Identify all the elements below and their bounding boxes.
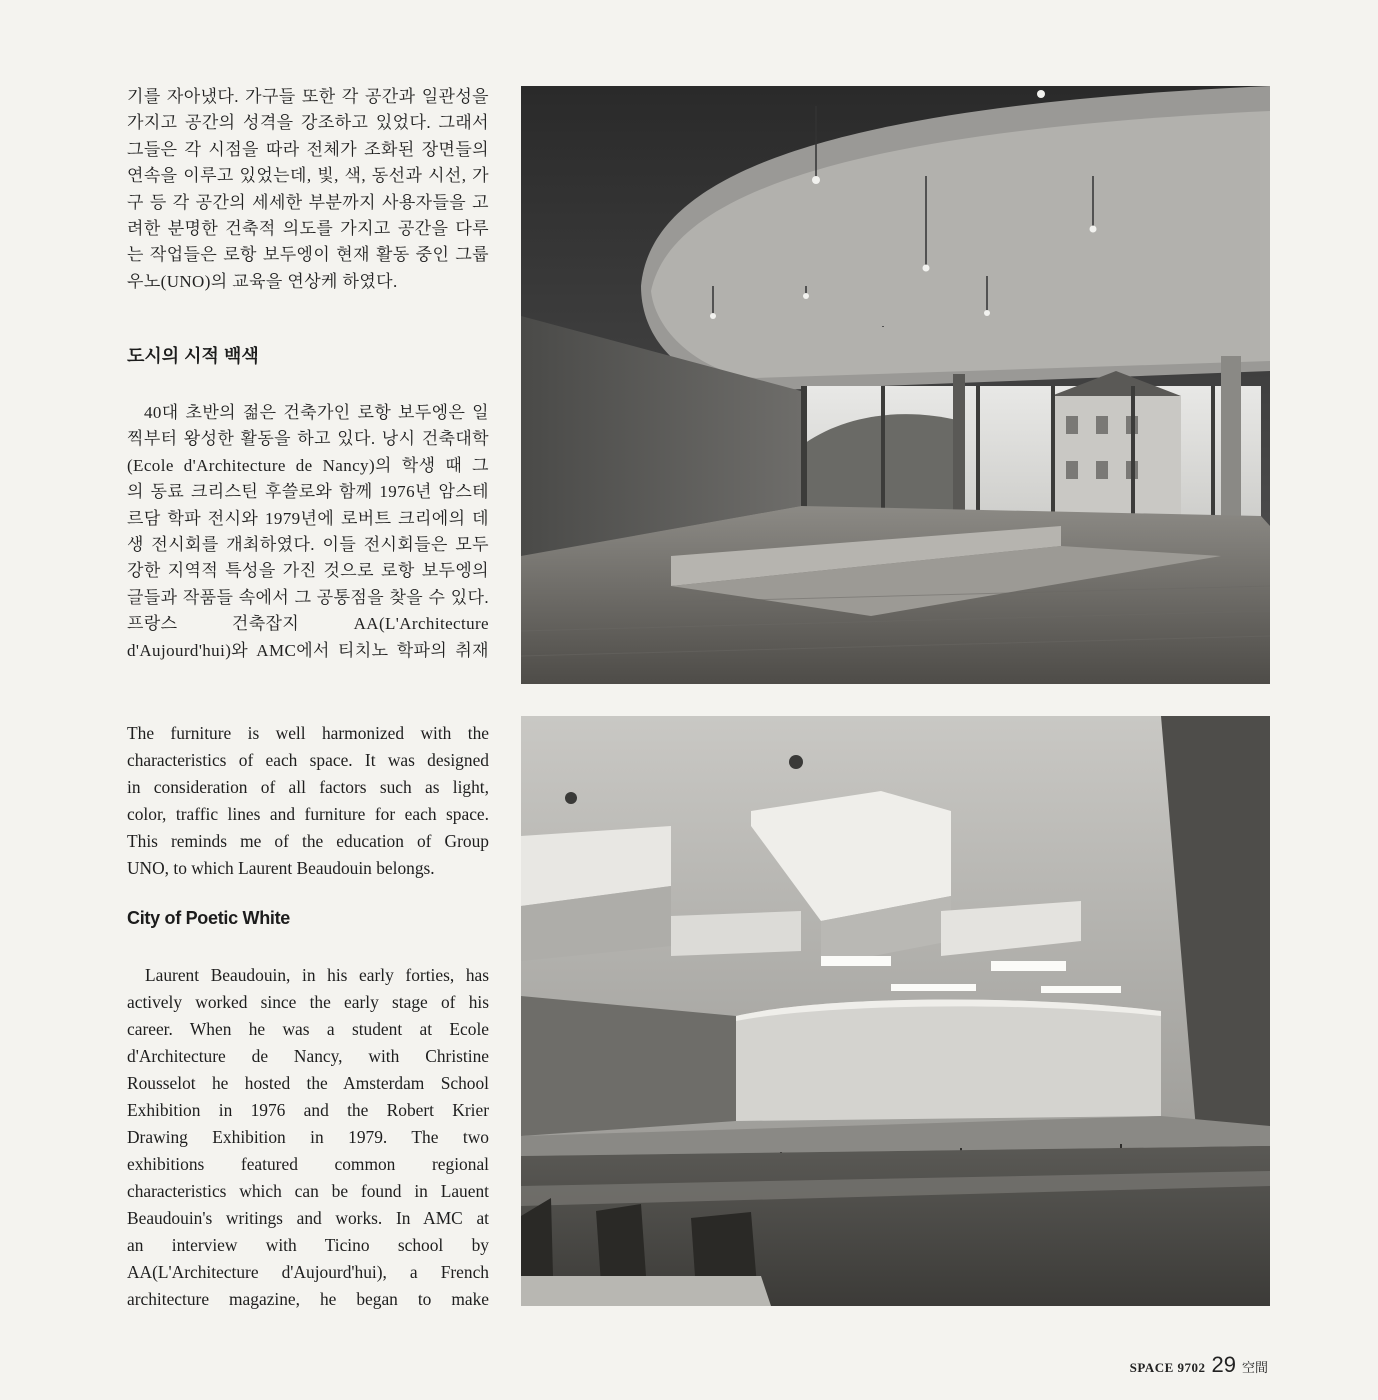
text-line: 우노(UNO)의 교육을 연상케 하였다. bbox=[127, 271, 398, 291]
text-line: in consideration of all factors such as light, bbox=[127, 777, 489, 797]
korean-paragraph-2 bbox=[127, 400, 489, 664]
text-line: an interview with Ticino school by bbox=[127, 1235, 489, 1255]
text-line: architecture magazine, he began to make bbox=[127, 1289, 489, 1309]
text-line: AA(L'Architecture d'Aujourd'hui), a French bbox=[127, 1262, 489, 1282]
text-line: characteristics which can be found in Lauent bbox=[127, 1181, 489, 1201]
page-number: 29 bbox=[1211, 1352, 1236, 1377]
text-line: Drawing Exhibition in 1979. The two bbox=[127, 1127, 489, 1147]
text-line: actively worked since the early stage of his bbox=[127, 992, 489, 1012]
text-line: color, traffic lines and furniture for each space. bbox=[127, 804, 489, 824]
text-line: The furniture is well harmonized with the bbox=[127, 723, 489, 743]
text-line: 연속을 이루고 있었는데, 빛, 색, 동선과 시선, 가 bbox=[127, 166, 489, 186]
text-line: Laurent Beaudouin, in his early forties, has bbox=[145, 965, 489, 985]
text-line: 그들은 각 시점을 따라 전체가 조화된 장면들의 bbox=[127, 139, 489, 159]
interior-ceiling-boxes-photo bbox=[521, 716, 1270, 1306]
text-line: (Ecole d'Architecture de Nancy)의 학생 때 그 bbox=[127, 455, 489, 475]
text-line: 가지고 공간의 성격을 강조하고 있었다. 그래서 bbox=[127, 113, 489, 133]
text-line: UNO, to which Laurent Beaudouin belongs. bbox=[127, 858, 435, 878]
text-line: 프랑스 건축잡지 AA(L'Architecture bbox=[127, 614, 489, 634]
interior-hall-photo bbox=[521, 86, 1270, 684]
page-folio bbox=[1130, 1352, 1268, 1378]
english-paragraph-2 bbox=[127, 962, 489, 1313]
text-line: 르담 학파 전시와 1979년에 로버트 크리에의 데 bbox=[127, 508, 489, 528]
text-line: career. When he was a student at Ecole bbox=[127, 1019, 489, 1039]
text-line: Rousselot he hosted the Amsterdam School bbox=[127, 1073, 489, 1093]
text-line: Exhibition in 1976 and the Robert Krier bbox=[127, 1100, 489, 1120]
text-line: 의 동료 크리스틴 후쓸로와 함께 1976년 암스테 bbox=[127, 482, 489, 502]
text-line: This reminds me of the education of Group bbox=[127, 831, 489, 851]
korean-paragraph-1 bbox=[127, 84, 489, 295]
text-line: 강한 지역적 특성을 가진 것으로 로항 보두엥의 bbox=[127, 561, 489, 581]
text-line: 40대 초반의 젊은 건축가인 로항 보두엥은 일 bbox=[144, 403, 489, 422]
text-line: 생 전시회를 개최하였다. 이들 전시회들은 모두 bbox=[127, 535, 489, 555]
text-line: characteristics of each space. It was designed bbox=[127, 750, 489, 770]
text-line: d'Architecture de Nancy, with Christine bbox=[127, 1046, 489, 1066]
magazine-korean-title: 空間 bbox=[1241, 1360, 1268, 1375]
magazine-issue: SPACE 9702 bbox=[1129, 1360, 1206, 1375]
text-line: 는 작업들은 로항 보두엥이 현재 활동 중인 그룹 bbox=[127, 245, 489, 265]
text-line: 찍부터 왕성한 활동을 하고 있다. 낭시 건축대학 bbox=[127, 429, 489, 449]
korean-section-heading: 도시의 시적 백색 bbox=[127, 346, 259, 366]
english-paragraph-1 bbox=[127, 720, 489, 882]
text-line: d'Aujourd'hui)와 AMC에서 티치노 학파의 취재 bbox=[127, 640, 489, 660]
text-line: exhibitions featured common regional bbox=[127, 1154, 489, 1174]
text-line: 려한 분명한 건축적 의도를 가지고 공간을 다루 bbox=[127, 219, 489, 239]
english-section-heading: City of Poetic White bbox=[127, 908, 291, 928]
text-line: Beaudouin's writings and works. In AMC at bbox=[127, 1208, 489, 1228]
text-line: 글들과 작품들 속에서 그 공통점을 찾을 수 있다. bbox=[127, 587, 489, 607]
text-line: 구 등 각 공간의 세세한 부분까지 사용자들을 고 bbox=[127, 192, 489, 212]
text-line: 기를 자아냈다. 가구들 또한 각 공간과 일관성을 bbox=[127, 87, 489, 106]
